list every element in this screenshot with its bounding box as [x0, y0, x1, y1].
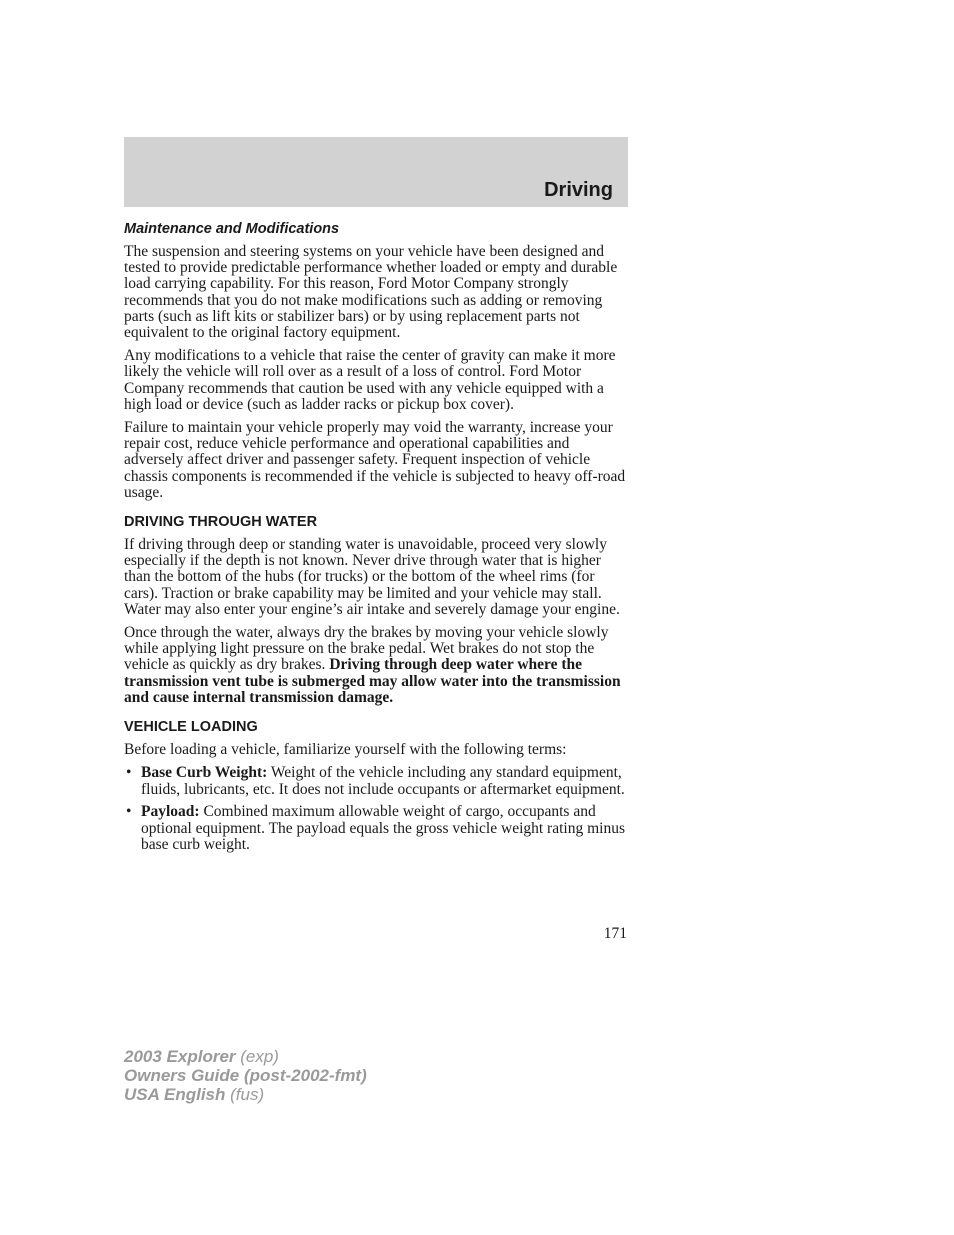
maintenance-heading: Maintenance and Modifications [124, 221, 340, 237]
term-label: Base Curb Weight: [141, 764, 268, 782]
loading-heading: VEHICLE LOADING [124, 719, 258, 736]
water-heading: DRIVING THROUGH WATER [124, 514, 318, 531]
footer-line-2 [124, 1066, 367, 1085]
document-footer [124, 1047, 367, 1104]
bullet-icon: • [126, 803, 132, 821]
maintenance-paragraph-1: The suspension and steering systems on your vehicle have been designed and tested to provide predictable performance whether loaded or empty and durable load carrying capability. For this reason, Ford Motor Company strongly recommends that you do not make modifications such as adding or removing parts (such as lift kits or stabilizer bars) or by using replacement parts not equivalent to the original factory equipment. [124, 243, 618, 342]
term-definition: Weight of the vehicle including any standard equipment, fluids, lubricants, etc. It does not include occupants or aftermarket equipment. [141, 764, 625, 798]
footer-language: USA English [124, 1085, 226, 1104]
chapter-title: Driving [544, 179, 613, 201]
chapter-header-band [124, 137, 628, 207]
loading-intro: Before loading a vehicle, familiarize yourself with the following terms: [124, 741, 567, 759]
footer-model-code: (exp) [235, 1047, 279, 1066]
maintenance-paragraph-3: Failure to maintain your vehicle properly may void the warranty, increase your repair cost, reduce vehicle performance and operational capabilities and adversely affect driver and passenger safety. Frequent inspection of vehicle chassis components is recommended if the vehicle is subjected to heavy off-road usage. [124, 419, 626, 501]
water-paragraph-2-text: Once through the water, always dry the brakes by moving your vehicle slowly while applying light pressure on the brake pedal. Wet brakes do not stop the vehicle as quickly as dry brakes. [124, 624, 609, 674]
maintenance-paragraph-2: Any modifications to a vehicle that raise the center of gravity can make it more likely the vehicle will roll over as a result of a loss of control. Ford Motor Company recommends that caution be used with any vehicle equipped with a high load or device (such as ladder racks or pickup box cover). [124, 347, 616, 413]
page-content [124, 219, 630, 860]
water-warning-text: Driving through deep water where the transmission vent tube is submerged may allow water into the transmission and cause internal transmission damage. [124, 656, 621, 706]
footer-model: 2003 Explorer [124, 1047, 236, 1066]
footer-language-code: (fus) [225, 1085, 265, 1104]
water-paragraph-2 [124, 625, 630, 706]
list-item [124, 765, 630, 798]
term-label: Payload: [141, 803, 200, 821]
footer-guide: Owners Guide (post-2002-fmt) [124, 1066, 367, 1085]
page-number: 171 [603, 925, 627, 942]
term-definition: Combined maximum allowable weight of cargo, occupants and optional equipment. The payload equals the gross vehicle weight rating minus base curb weight. [141, 803, 625, 854]
bullet-icon: • [126, 764, 132, 782]
water-paragraph-1: If driving through deep or standing water is unavoidable, proceed very slowly especially if the depth is not known. Never drive through water that is higher than the bottom of the hubs (for trucks) or the bottom of the wheel rims (for cars). Traction or brake capability may be limited and your vehicle may stall. Water may also enter your engine’s air intake and severely damage your engine. [124, 536, 620, 618]
loading-terms-list [124, 765, 630, 854]
footer-line-3 [124, 1085, 367, 1104]
footer-line-1 [124, 1047, 367, 1066]
list-item [124, 804, 630, 854]
